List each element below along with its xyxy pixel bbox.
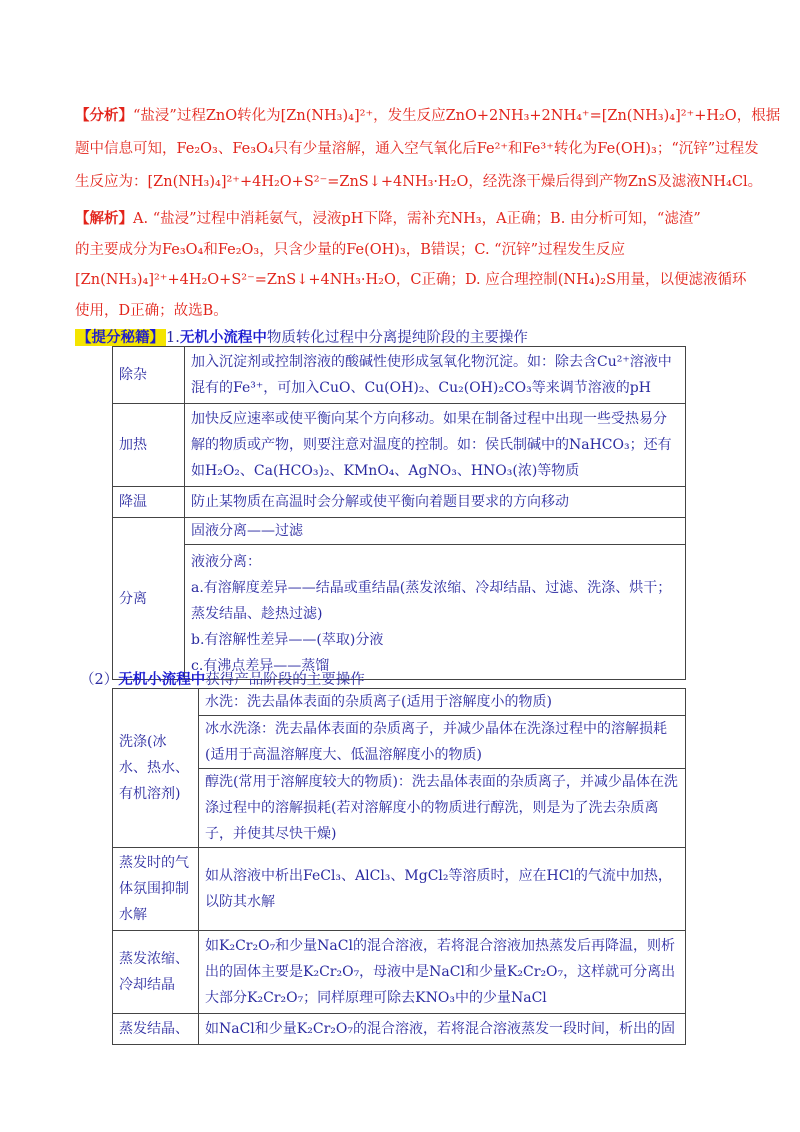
liquid-liquid-c: c.有沸点差异——蒸馏 xyxy=(191,658,330,674)
row-label: 蒸发浓缩、冷却结晶 xyxy=(113,931,199,1014)
solution-line-3: [Zn(NH₃)₄]²⁺+4H₂O+S²⁻=ZnS↓+4NH₃·H₂O，C正确；D. 应合理控制(NH₄)₂S用量，以便滤液循环 xyxy=(75,272,747,288)
solution-tag: 【解析】 xyxy=(75,210,133,227)
solution-text-1: A. “盐浸”过程中消耗氨气，浸液pH下降，需补充NH₃，A正确；B. 由分析可知，“滤渣” xyxy=(133,211,701,227)
table-row xyxy=(113,1014,686,1045)
solution-line-2: 的主要成分为Fe₃O₄和Fe₂O₃，只含少量的Fe(OH)₃，B错误；C. “沉锌”过程发生反应 xyxy=(75,242,626,258)
solid-liquid-separation: 固液分离——过滤 xyxy=(185,518,685,545)
table-row xyxy=(113,931,686,1014)
analysis-tag: 【分析】 xyxy=(75,107,133,124)
section2-num: （2） xyxy=(80,672,119,688)
row-label: 蒸发时的气体氛围抑制水解 xyxy=(113,848,199,931)
liquid-liquid-block xyxy=(191,545,679,679)
section2-heading xyxy=(80,668,365,689)
row-content: 如K₂Cr₂O₇和少量NaCl的混合溶液，若将混合溶液加热蒸发后再降温，则析出的固体主要是K₂Cr₂O₇，母液中是NaCl和少量K₂Cr₂O₇，这样就可分离出大部分K₂Cr₂O₇；同样原理可除去KNO₃中的少量NaCl xyxy=(199,931,686,1014)
table-separation xyxy=(112,346,686,680)
table-row xyxy=(113,689,686,848)
row-label: 蒸发结晶、 xyxy=(113,1014,199,1045)
wash-water: 水洗：洗去晶体表面的杂质离子(适用于溶解度小的物质) xyxy=(199,689,685,716)
wash-ice-water: 冰水洗涤：洗去晶体表面的杂质离子，并减少晶体在洗涤过程中的溶解损耗(适用于高温溶解度大、低温溶解度小的物质) xyxy=(199,716,685,769)
row-content: 如NaCl和少量K₂Cr₂O₇的混合溶液，若将混合溶液蒸发一段时间，析出的固 xyxy=(199,1014,686,1045)
liquid-liquid-b: b.有溶解性差异——(萃取)分液 xyxy=(191,632,384,648)
tips-num: 1. xyxy=(166,330,180,346)
tips-bold: 无机小流程中 xyxy=(179,329,267,346)
solution-line-4: 使用，D正确；故选B。 xyxy=(75,303,228,319)
section2-rest: 获得产品阶段的主要操作 xyxy=(205,672,365,688)
row-label: 洗涤(冰水、热水、有机溶剂) xyxy=(113,689,199,848)
analysis-text-1: “盐浸”过程ZnO转化为[Zn(NH₃)₄]²⁺，发生反应ZnO+2NH₃+2NH₄⁺=[Zn(NH₃)₄]²⁺+H₂O，根据 xyxy=(133,108,781,124)
liquid-liquid-a: a.有溶解度差异——结晶或重结晶(蒸发浓缩、冷却结晶、过滤、洗涤、烘干；蒸发结晶、趁热过滤) xyxy=(191,580,672,622)
table-product xyxy=(112,688,686,1045)
row-label: 加热 xyxy=(113,404,185,487)
liquid-liquid-title: 液液分离： xyxy=(191,554,261,570)
row-content: 加入沉淀剂或控制溶液的酸碱性使形成氢氧化物沉淀。如：除去含Cu²⁺溶液中混有的Fe³⁺，可加入CuO、Cu(OH)₂、Cu₂(OH)₂CO₃等来调节溶液的pH xyxy=(185,347,686,404)
analysis-line-1 xyxy=(75,104,780,125)
tips-heading xyxy=(75,326,528,347)
row-content xyxy=(185,518,686,680)
row-content: 如从溶液中析出FeCl₃、AlCl₃、MgCl₂等溶质时，应在HCl的气流中加热，以防其水解 xyxy=(199,848,686,931)
wash-alcohol: 醇洗(常用于溶解度较大的物质)：洗去晶体表面的杂质离子，并减少晶体在洗涤过程中的溶解损耗(若对溶解度小的物质进行醇洗，则是为了洗去杂质离子，并使其尽快干燥) xyxy=(205,774,678,842)
row-content: 防止某物质在高温时会分解或使平衡向着题目要求的方向移动 xyxy=(185,487,686,518)
tips-rest: 物质转化过程中分离提纯阶段的主要操作 xyxy=(266,330,528,346)
analysis-line-2: 题中信息可知，Fe₂O₃、Fe₃O₄只有少量溶解，通入空气氧化后Fe²⁺和Fe³⁺转化为Fe(OH)₃；“沉锌”过程发 xyxy=(75,141,759,157)
table-row xyxy=(113,404,686,487)
analysis-line-3: 生反应为：[Zn(NH₃)₄]²⁺+4H₂O+S²⁻=ZnS↓+4NH₃·H₂O，经洗涤干燥后得到产物ZnS及滤液NH₄Cl。 xyxy=(75,174,763,190)
row-label: 除杂 xyxy=(113,347,185,404)
table-row xyxy=(113,347,686,404)
section2-bold: 无机小流程中 xyxy=(118,671,206,688)
table-row xyxy=(113,518,686,680)
table-row xyxy=(113,487,686,518)
row-label: 分离 xyxy=(113,518,185,680)
row-content xyxy=(199,689,686,848)
row-label: 降温 xyxy=(113,487,185,518)
tips-tag: 【提分秘籍】 xyxy=(77,329,164,346)
row-content: 加快反应速率或使平衡向某个方向移动。如果在制备过程中出现一些受热易分解的物质或产物，则要注意对温度的控制。如：侯氏制碱中的NaHCO₃；还有如H₂O₂、Ca(HCO₃)₂、KMnO₄、AgNO₃、HNO₃(浓)等物质 xyxy=(185,404,686,487)
table-row xyxy=(113,848,686,931)
solution-line-1 xyxy=(75,207,701,228)
